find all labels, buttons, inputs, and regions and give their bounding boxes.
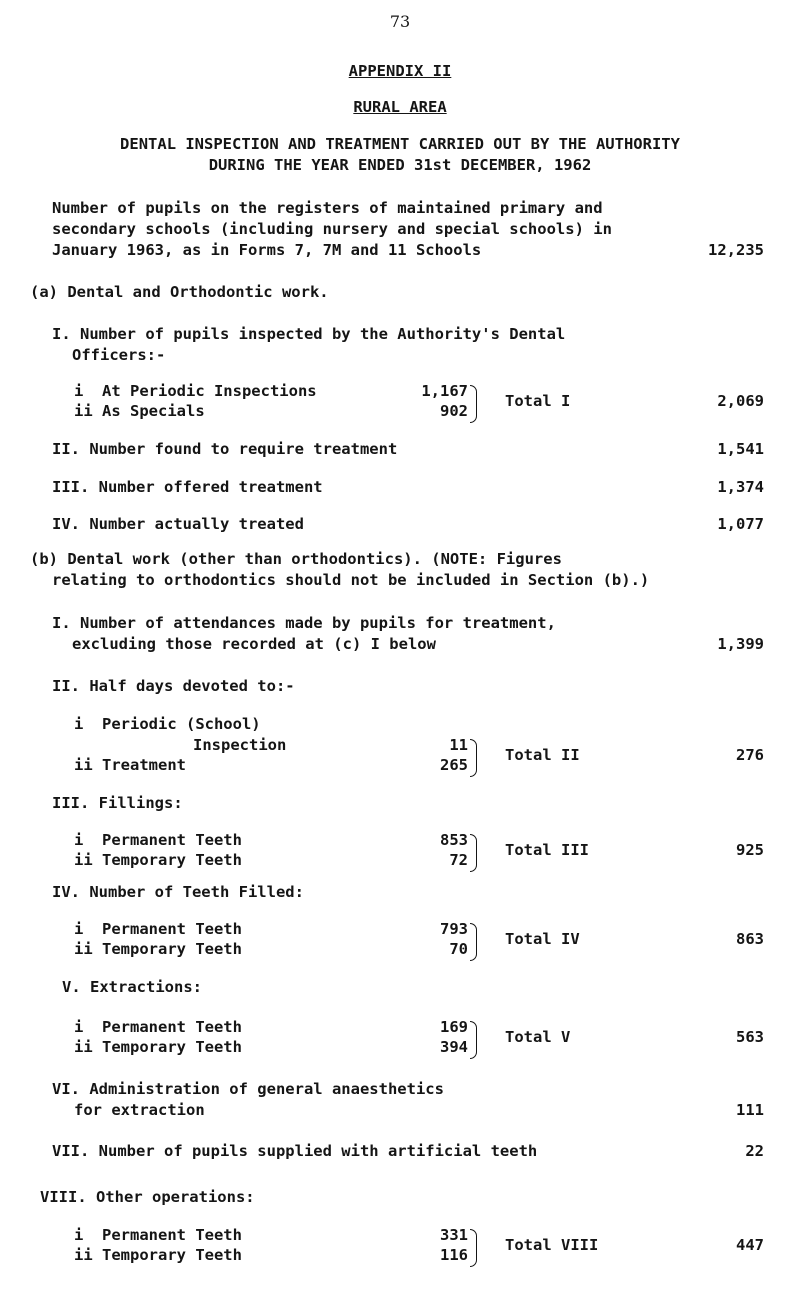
b-IV-title: IV. Number of Teeth Filled: <box>52 883 304 901</box>
b-IV-total-value: 863 <box>736 930 764 948</box>
b-V-item-2-value: 394 <box>440 1038 468 1056</box>
b-I-line-2: excluding those recorded at (c) I below <box>72 635 436 653</box>
b-III-item-1-value: 853 <box>440 831 468 849</box>
b-II-brace <box>470 739 477 777</box>
b-VIII-total-label: Total VIII <box>505 1236 599 1254</box>
b-IV-brace <box>470 923 477 961</box>
b-IV-item-2-value: 70 <box>449 940 468 958</box>
b-IV-item-1-label: i Permanent Teeth <box>74 920 242 938</box>
section-b-title-line-1: (b) Dental work (other than orthodontics). (NOTE: Figures <box>30 550 562 568</box>
b-III-title: III. Fillings: <box>52 794 183 812</box>
b-V-total-label: Total V <box>505 1028 571 1046</box>
b-IV-total-label: Total IV <box>505 930 580 948</box>
page-number: 73 <box>389 12 411 31</box>
a-I-item-2-value: 902 <box>440 402 468 420</box>
a-IV-value: 1,077 <box>717 515 764 533</box>
b-II-item-2-label: ii Treatment <box>74 756 186 774</box>
b-I-line-1: I. Number of attendances made by pupils for treatment, <box>52 614 556 632</box>
a-I-total-label: Total I <box>505 392 571 410</box>
section-b-title-line-2: relating to orthodontics should not be included in Section (b).) <box>52 571 650 589</box>
heading-line-2: DURING THE YEAR ENDED 31st DECEMBER, 1962 <box>208 156 592 174</box>
area-title: RURAL AREA <box>353 98 447 116</box>
b-III-brace <box>470 834 477 872</box>
b-III-total-label: Total III <box>505 841 589 859</box>
a-I-line-1: I. Number of pupils inspected by the Authority's Dental <box>52 325 566 343</box>
b-IV-item-1-value: 793 <box>440 920 468 938</box>
b-III-item-2-label: ii Temporary Teeth <box>74 851 242 869</box>
b-II-item-1-line-1: i Periodic (School) <box>74 715 261 733</box>
section-a-title: (a) Dental and Orthodontic work. <box>30 283 329 301</box>
b-V-title: V. Extractions: <box>62 978 202 996</box>
b-I-value: 1,399 <box>717 635 764 653</box>
a-II-value: 1,541 <box>717 440 764 458</box>
appendix-title: APPENDIX II <box>348 62 452 80</box>
b-V-total-value: 563 <box>736 1028 764 1046</box>
b-VII-label: VII. Number of pupils supplied with artificial teeth <box>52 1142 538 1160</box>
b-V-item-2-label: ii Temporary Teeth <box>74 1038 242 1056</box>
intro-line-3: January 1963, as in Forms 7, 7M and 11 Schools <box>52 241 482 259</box>
b-V-brace <box>470 1021 477 1059</box>
b-II-item-2-value: 265 <box>440 756 468 774</box>
b-III-total-value: 925 <box>736 841 764 859</box>
b-VIII-item-1-value: 331 <box>440 1226 468 1244</box>
a-II-label: II. Number found to require treatment <box>52 440 398 458</box>
a-I-item-1-value: 1,167 <box>421 382 468 400</box>
b-VI-line-2: for extraction <box>74 1101 205 1119</box>
a-I-item-2-label: ii As Specials <box>74 402 205 420</box>
b-VIII-item-2-label: ii Temporary Teeth <box>74 1246 242 1264</box>
a-I-brace <box>470 385 477 423</box>
a-I-line-2: Officers:- <box>72 346 166 364</box>
a-III-label: III. Number offered treatment <box>52 478 323 496</box>
b-III-item-2-value: 72 <box>449 851 468 869</box>
b-IV-item-2-label: ii Temporary Teeth <box>74 940 242 958</box>
a-I-item-1-label: i At Periodic Inspections <box>74 382 317 400</box>
intro-value: 12,235 <box>708 241 764 259</box>
b-II-total-value: 276 <box>736 746 764 764</box>
b-II-item-1-value: 11 <box>449 736 468 754</box>
a-I-total-value: 2,069 <box>717 392 764 410</box>
b-VIII-title: VIII. Other operations: <box>40 1188 255 1206</box>
b-VIII-brace <box>470 1229 477 1267</box>
b-II-total-label: Total II <box>505 746 580 764</box>
b-V-item-1-label: i Permanent Teeth <box>74 1018 242 1036</box>
b-III-item-1-label: i Permanent Teeth <box>74 831 242 849</box>
a-III-value: 1,374 <box>717 478 764 496</box>
b-II-item-1-line-2: Inspection <box>193 736 287 754</box>
b-VIII-item-2-value: 116 <box>440 1246 468 1264</box>
b-VII-value: 22 <box>745 1142 764 1160</box>
b-V-item-1-value: 169 <box>440 1018 468 1036</box>
heading-line-1: DENTAL INSPECTION AND TREATMENT CARRIED OUT BY THE AUTHORITY <box>120 135 680 153</box>
intro-line-2: secondary schools (including nursery and special schools) in <box>52 220 612 238</box>
b-VI-value: 111 <box>736 1101 764 1119</box>
intro-line-1: Number of pupils on the registers of maintained primary and <box>52 199 603 217</box>
b-VIII-total-value: 447 <box>736 1236 764 1254</box>
b-VI-line-1: VI. Administration of general anaesthetics <box>52 1080 444 1098</box>
b-II-title: II. Half days devoted to:- <box>52 677 295 695</box>
a-IV-label: IV. Number actually treated <box>52 515 304 533</box>
b-VIII-item-1-label: i Permanent Teeth <box>74 1226 242 1244</box>
